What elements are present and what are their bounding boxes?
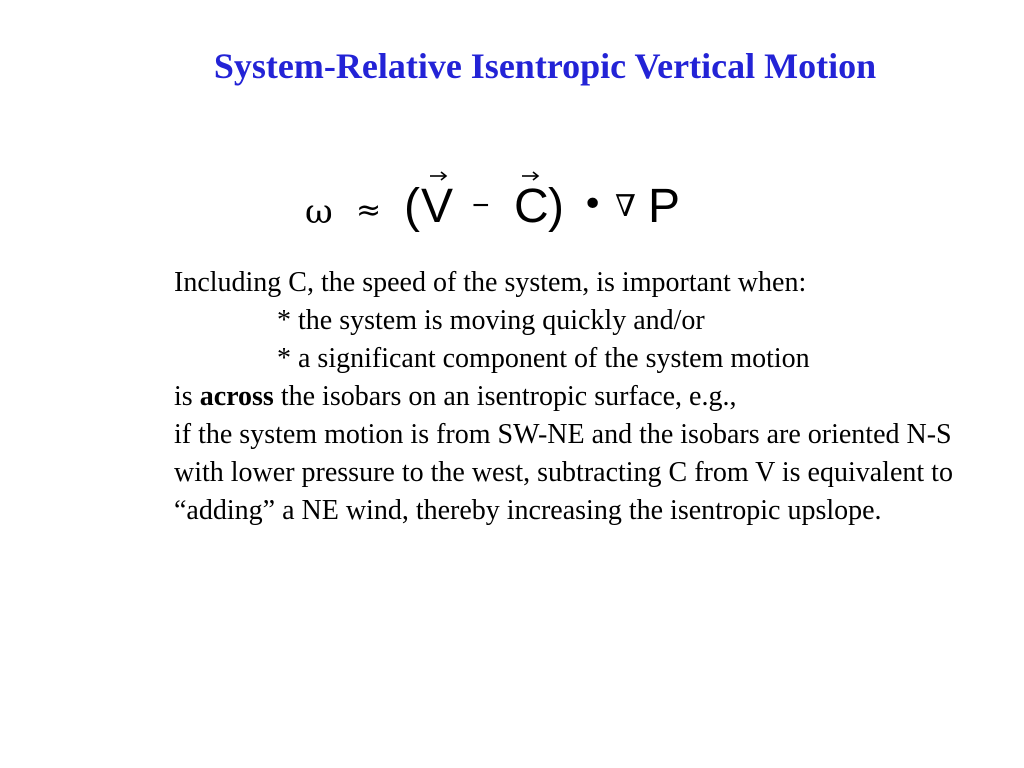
approx-symbol: ≈	[356, 193, 382, 228]
vector-c: C	[514, 180, 549, 233]
bullet-2-rest: the isobars on an isentropic surface, e.g.,	[273, 381, 737, 412]
bullet-2-line-1: * a significant component of the system motion	[277, 343, 810, 374]
minus-symbol: −	[472, 189, 490, 222]
bullet-item-1: * the system is moving quickly and/or	[277, 305, 705, 336]
slide-body	[174, 264, 974, 530]
omega-symbol: ω	[305, 192, 333, 232]
bullet-2-bold-word: across	[199, 381, 274, 412]
slide-title: System-Relative Isentropic Vertical Motion	[213, 46, 877, 86]
equation	[0, 175, 1024, 255]
vector-v: V	[421, 180, 454, 233]
open-paren: (	[404, 180, 420, 233]
dot-product-symbol: •	[582, 184, 604, 225]
vector-arrow-icon	[521, 169, 541, 183]
close-paren: )	[548, 180, 564, 233]
vector-arrow-icon	[429, 169, 449, 183]
pressure-p: P	[648, 180, 681, 233]
bullet-item-2	[174, 340, 974, 416]
bullet-2-is: is	[174, 381, 200, 412]
example-paragraph: if the system motion is from SW-NE and the isobars are oriented N-S with lower pressure to the west, subtracting C from V is equivalent to “adding” a NE wind, thereby increasing the isentropic upslope.	[174, 419, 953, 526]
nabla-symbol: ∇	[615, 189, 636, 224]
intro-paragraph: Including C, the speed of the system, is important when:	[174, 267, 807, 298]
